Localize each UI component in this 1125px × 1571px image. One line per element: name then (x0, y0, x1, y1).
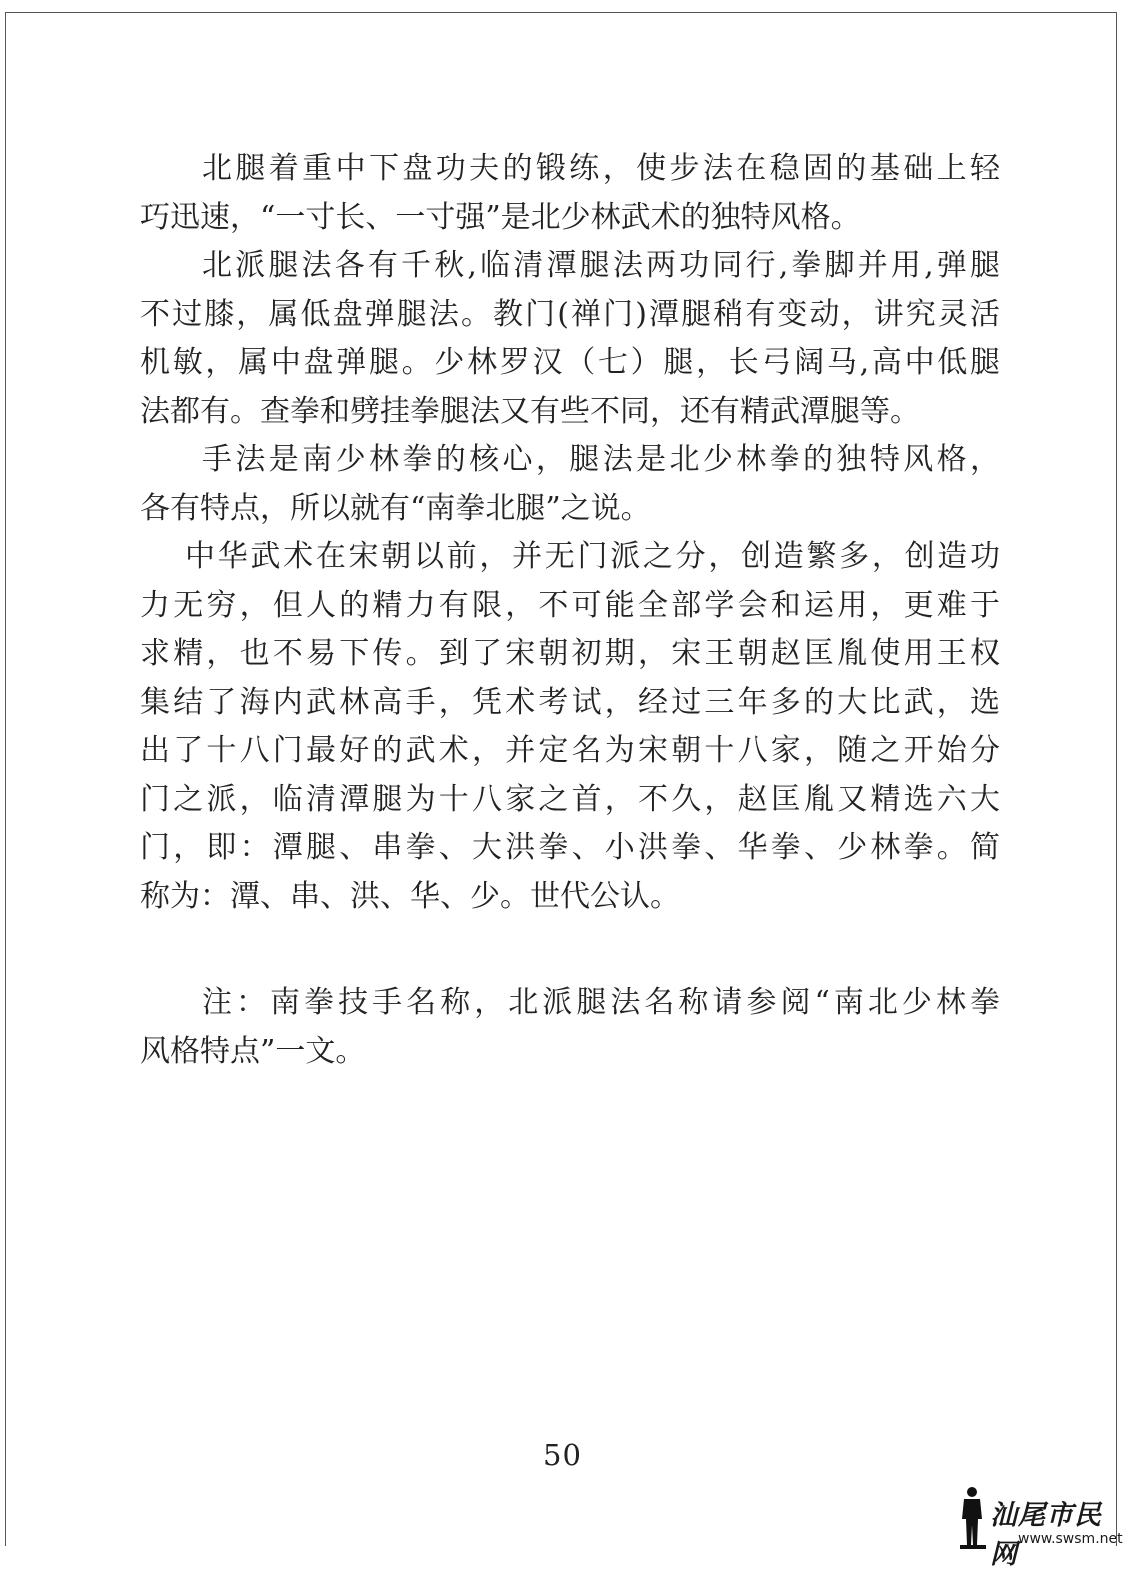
text-line: 出了十八门最好的武术，并定名为宋朝十八家，随之开始分 (140, 733, 1000, 768)
watermark (950, 1485, 1123, 1570)
paragraph-3 (140, 436, 1000, 533)
text-line: 称为：潭、串、洪、华、少。世代公认。 (140, 878, 680, 914)
text-line: 不过膝，属低盘弹腿法。教门(禅门)潭腿稍有变动，讲究灵活 (140, 296, 1000, 332)
text-line: 风格特点”一文。 (140, 1033, 366, 1069)
paragraph-2 (140, 242, 1000, 436)
text-line: 北腿着重中下盘功夫的锻练，使步法在稳固的基础上轻 (202, 151, 1000, 186)
text-line: 门之派，临清潭腿为十八家之首，不久，赵匡胤又精选六大 (140, 781, 1000, 817)
text-line: 集结了海内武林高手，凭术考试，经过三年多的大比武，选 (140, 684, 1000, 720)
text-line: 力无穷，但人的精力有限，不可能全部学会和运用，更难于 (140, 587, 1000, 623)
text-line: 手法是南少林拳的核心，腿法是北少林拳的独特风格， (202, 442, 1000, 477)
text-line: 门，即：潭腿、串拳、大洪拳、小洪拳、华拳、少林拳。简 (140, 830, 1000, 865)
text-line: 北派腿法各有千秋,临清潭腿法两功同行,拳脚并用,弹腿 (202, 248, 1000, 283)
paragraph-1 (140, 145, 1000, 242)
text-line: 各有特点，所以就有“南拳北腿”之说。 (140, 490, 651, 526)
paragraph-4 (140, 533, 1000, 921)
watermark-logo-text: 汕尾市民网 (990, 1500, 1102, 1570)
paragraph-gap (140, 921, 1000, 979)
text-line: 注：南拳技手名称，北派腿法名称请参阅“南北少林拳 (202, 985, 1000, 1020)
text-line: 机敏，属中盘弹腿。少林罗汉（七）腿，长弓阔马,高中低腿 (140, 345, 1000, 380)
text-line: 求精，也不易下传。到了宋朝初期，宋王朝赵匡胤使用王权 (140, 636, 1000, 671)
standing-figure-icon (954, 1485, 990, 1551)
text-line: 中华武术在宋朝以前，并无门派之分，创造繁多，创造功 (185, 539, 1000, 574)
watermark-url: www.swsm.net (1018, 1531, 1123, 1547)
note-paragraph (140, 979, 1000, 1076)
page-number: 50 (543, 1438, 582, 1472)
text-line: 法都有。查拳和劈挂拳腿法又有些不同，还有精武潭腿等。 (140, 393, 920, 429)
text-line: 巧迅速，“一寸长、一寸强”是北少林武术的独特风格。 (140, 199, 861, 235)
text-body (140, 145, 1000, 1076)
